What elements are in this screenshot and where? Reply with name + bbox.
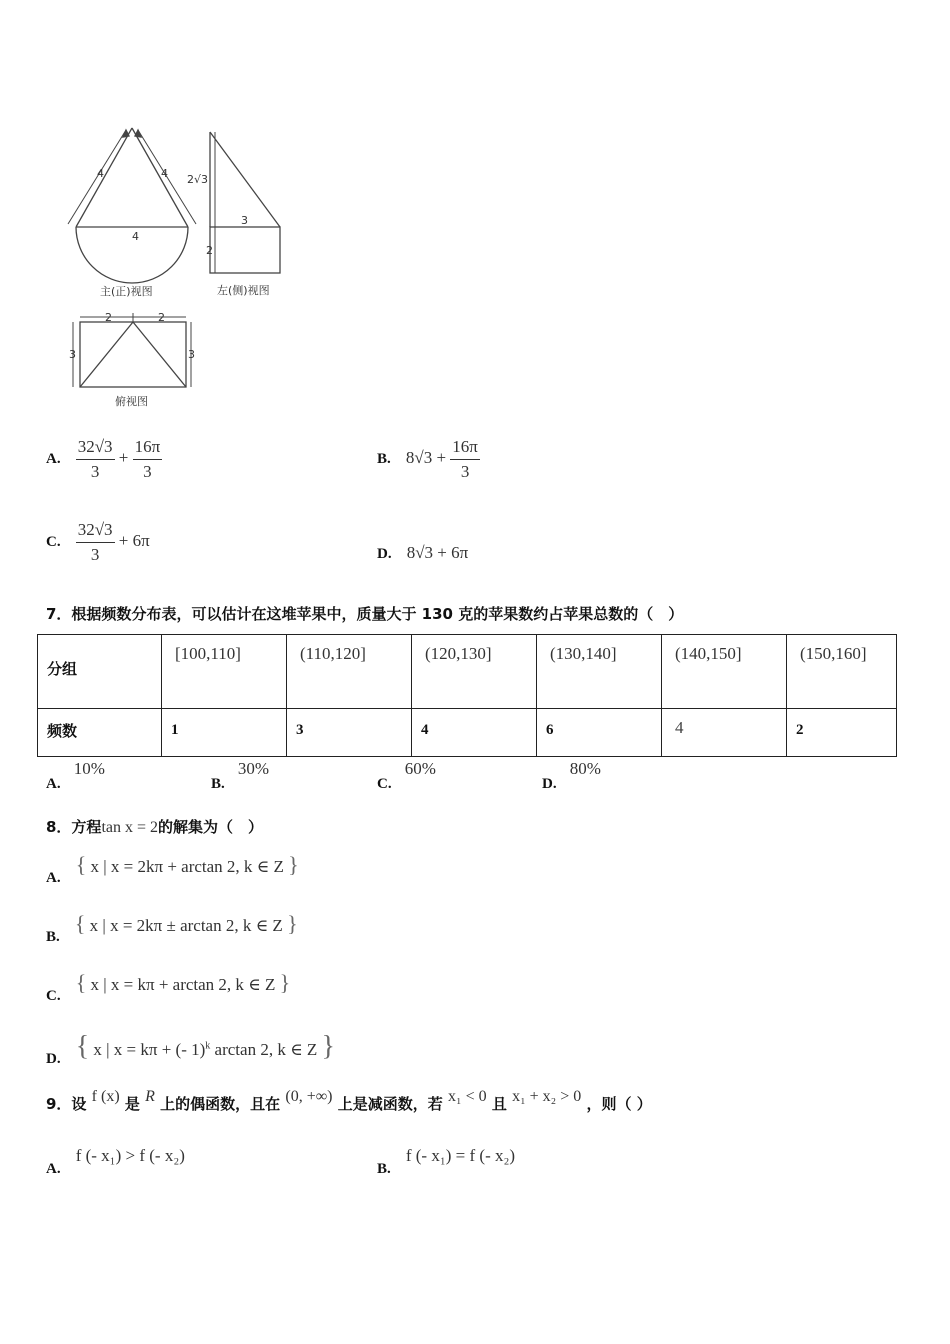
q7-option-d[interactable]: D. 80% (542, 759, 601, 792)
q6-option-c[interactable]: C. $\frac{32√3}{3}$ + 6π (46, 520, 150, 564)
option-label: A. (46, 776, 61, 792)
q8-stem: 8．方程tan x = 2的解集为（ ） (46, 818, 264, 836)
frequency-table (37, 634, 897, 757)
frequency-cell: 6 (546, 722, 554, 738)
q6-option-b[interactable]: B. 8√3 + $\frac{16\pi}{3}$ (377, 437, 478, 481)
frequency-cell: 1 (171, 722, 179, 738)
frequency-cell: 2 (796, 722, 804, 738)
q6-option-d[interactable]: D. 8√3 + 6π (377, 543, 469, 562)
side-view-caption: 左(侧)视图 (217, 284, 270, 297)
option-label: D. (542, 776, 557, 792)
interval-cell: [100,110] (175, 644, 241, 663)
q7-option-c[interactable]: C. 60% (377, 759, 436, 792)
front-left-dim: 4 (97, 167, 104, 180)
option-label: A. (46, 450, 61, 467)
interval-cell: (150,160] (800, 644, 867, 663)
interval-cell: (110,120] (300, 644, 366, 663)
row-header-group: 分组 (47, 660, 78, 678)
q7-option-b[interactable]: B. 30% (211, 759, 270, 792)
front-base-dim: 4 (132, 230, 139, 243)
interval-cell: (140,150] (675, 644, 742, 663)
table-row (38, 709, 897, 757)
frequency-cell: 4 (421, 722, 429, 738)
front-view (68, 128, 196, 283)
top-view (73, 313, 191, 387)
top-left-dim: 2 (105, 311, 112, 324)
option-label: C. (46, 988, 61, 1004)
top-right-dim: 2 (158, 311, 165, 324)
q8-option-a[interactable]: A. { x | x = 2kπ + arctan 2, k ∈ Z } (46, 852, 299, 886)
q9-stem: 9．设 f (x) 是 R 上的偶函数，且在 (0, +∞) 上是减函数，若 x₁ < 0 且 x₁ + x₂ > 0 ，则（ ） (46, 1088, 652, 1113)
front-view-caption: 主(正)视图 (100, 285, 153, 298)
side-view (210, 132, 280, 273)
front-right-dim: 4 (161, 167, 168, 180)
frequency-cell: 4 (675, 718, 684, 737)
q8-option-c[interactable]: C. { x | x = kπ + arctan 2, k ∈ Z } (46, 970, 291, 1004)
option-label: C. (377, 776, 392, 792)
interval-cell: (120,130] (425, 644, 492, 663)
option-label: D. (46, 1051, 61, 1067)
option-label: A. (46, 870, 61, 886)
frequency-cell: 3 (296, 722, 304, 738)
row-header-frequency: 频数 (47, 722, 78, 740)
q9-option-a[interactable]: A. f (- x₁) > f (- x₂) (46, 1146, 185, 1177)
option-label: C. (46, 533, 61, 550)
q9-option-b[interactable]: B. f (- x₁) = f (- x₂) (377, 1146, 516, 1177)
interval-cell: (130,140] (550, 644, 617, 663)
option-label: A. (46, 1161, 61, 1177)
option-label: B. (377, 1161, 391, 1177)
three-view-figure (60, 120, 300, 415)
side-height-bottom-dim: 2 (206, 244, 213, 257)
q7-option-a[interactable]: A. 10% (46, 759, 105, 792)
q8-option-d[interactable]: D. { x | x = kπ + (- 1)$^k$ arctan 2, k ∈ Z } (46, 1031, 335, 1067)
q8-option-b[interactable]: B. { x | x = 2kπ ± arctan 2, k ∈ Z } (46, 911, 298, 945)
top-right-height-dim: 3 (188, 348, 195, 361)
option-label: B. (46, 929, 60, 945)
option-label: D. (377, 546, 392, 562)
q7-stem: 7．根据频数分布表，可以估计在这堆苹果中，质量大于 130 克的苹果数约占苹果总数的（ ） (46, 605, 684, 623)
q6-option-a[interactable]: A. $\frac{32√3}{3}$ + $\frac{16\pi}{3}$ (46, 437, 161, 481)
top-left-height-dim: 3 (69, 348, 76, 361)
table-row (38, 635, 897, 709)
option-label: B. (211, 776, 225, 792)
side-height-top-dim: 2√3 (187, 173, 209, 186)
top-view-caption: 俯视图 (115, 395, 148, 408)
side-width-dim: 3 (241, 214, 248, 227)
option-label: B. (377, 450, 391, 467)
